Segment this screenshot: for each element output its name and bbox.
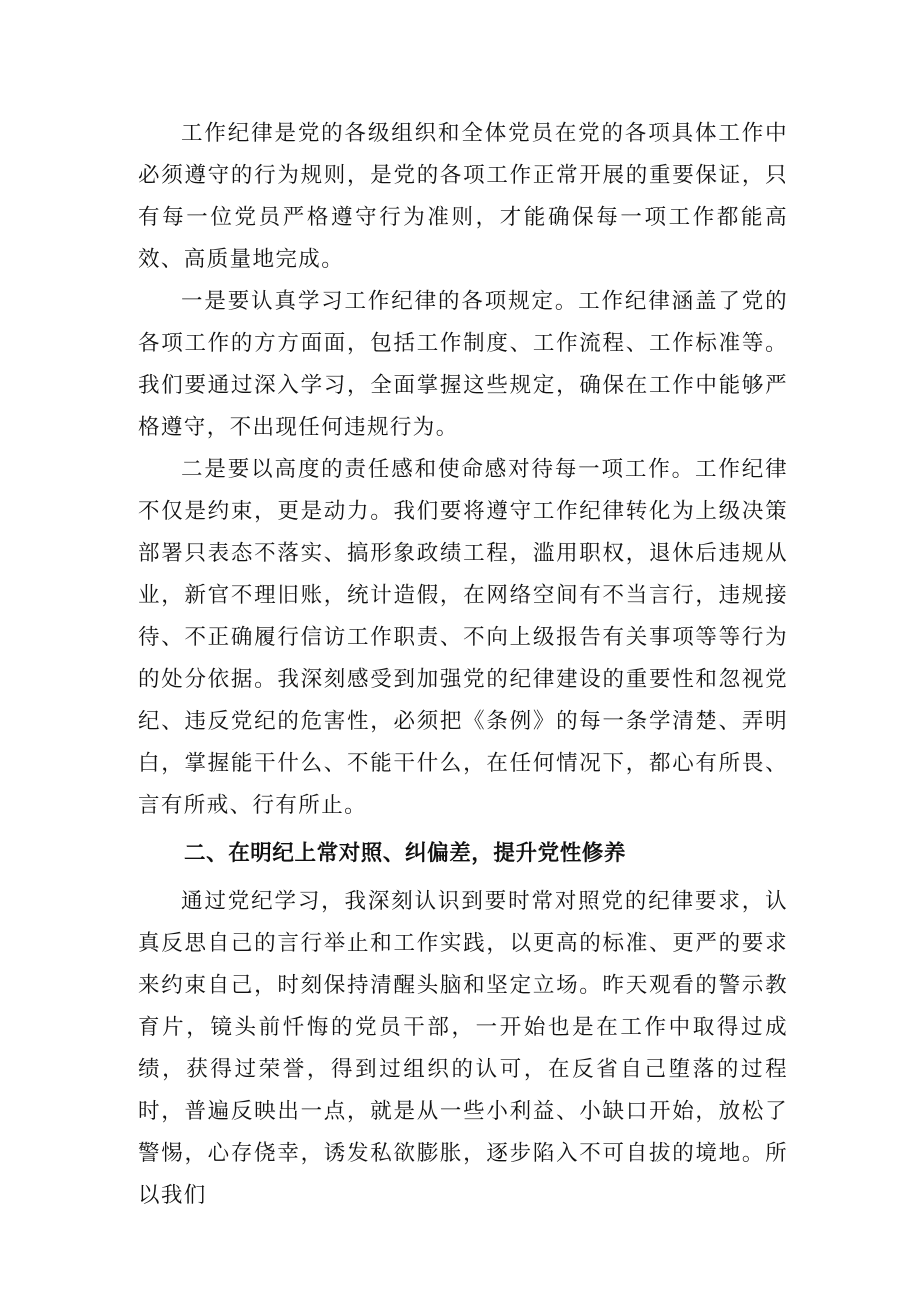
paragraph-work-discipline-intro: 工作纪律是党的各级组织和全体党员在党的各项具体工作中必须遵守的行为规则，是党的各项工作正常开展的重要保证，只有每一位党员严格遵守行为准则，才能确保每一项工作都能高效、高质量地完成。 (138, 121, 788, 272)
paragraph-party-discipline-study: 通过党纪学习，我深刻认识到要时常对照党的纪律要求，认真反思自己的言行举止和工作实践，以更高的标准、更严的要求来约束自己，时刻保持清醒头脑和坚定立场。昨天观看的警示教育片，镜头前忏悔的党员干部，一开始也是在工作中取得过成绩，获得过荣誉，得到过组织的认可，在反省自己堕落的过程时，普遍反映出一点，就是从一些小利益、小缺口开始，放松了警惕，心存侥幸，诱发私欲膨胀，逐步陷入不可自拔的境地。所以我们 (138, 889, 788, 1208)
paragraph-point-one: 一是要认真学习工作纪律的各项规定。工作纪律涵盖了党的各项工作的方方面面，包括工作制度、工作流程、工作标准等。我们要通过深入学习，全面掌握这些规定，确保在工作中能够严格遵守，不出现任何违规行为。 (138, 289, 788, 440)
section-heading: 二、在明纪上常对照、纠偏差，提升党性修养 (184, 841, 627, 866)
document-body (138, 113, 788, 1217)
paragraph-point-two: 二是要以高度的责任感和使命感对待每一项工作。工作纪律不仅是约束，更是动力。我们要将遵守工作纪律转化为上级决策部署只表态不落实、搞形象政绩工程，滥用职权，退休后违规从业，新官不理旧账，统计造假，在网络空间有不当言行，违规接待、不正确履行信访工作职责、不向上级报告有关事项等等行为的处分依据。我深刻感受到加强党的纪律建设的重要性和忽视党纪、违反党纪的危害性，必须把《条例》的每一条学清楚、弄明白，掌握能干什么、不能干什么，在任何情况下，都心有所畏、言有所戒、行有所止。 (138, 457, 788, 818)
